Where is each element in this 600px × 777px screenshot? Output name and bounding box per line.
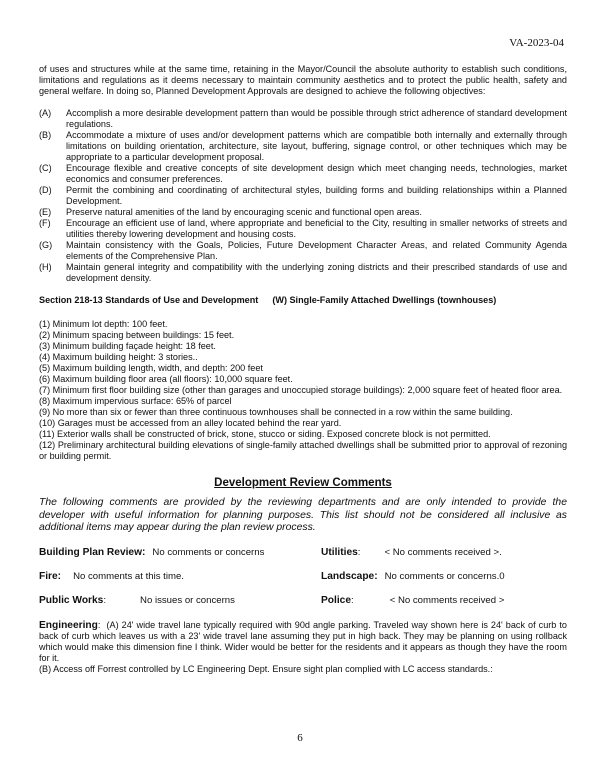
- section-title: Section 218-13 Standards of Use and Development: [39, 295, 259, 305]
- fire-value: No comments at this time.: [73, 570, 184, 582]
- building-review-label: Building Plan Review:: [39, 546, 146, 558]
- public-works-colon: :: [103, 594, 107, 606]
- objective-item: [39, 163, 567, 185]
- fire-label: Fire:: [39, 570, 62, 582]
- objective-item: [39, 207, 567, 218]
- standards-list: [39, 319, 567, 462]
- public-works-value: No issues or concerns: [140, 594, 235, 606]
- review-row: [39, 595, 567, 607]
- objectives-list: [39, 108, 567, 284]
- objective-key: (B): [39, 130, 52, 140]
- section-subtitle: (W) Single-Family Attached Dwellings (townhouses): [272, 295, 497, 305]
- building-review-comment: [39, 547, 321, 559]
- document-id: VA-2023-04: [509, 37, 564, 49]
- public-works-comment: [39, 595, 321, 607]
- page-number: 6: [297, 732, 303, 744]
- objective-key: (E): [39, 207, 52, 217]
- objective-key: (H): [39, 262, 52, 272]
- standard-item: (7) Minimum first floor building size (other than garages and unoccupied storage buildings): 2,000 square feet of heated floor area.: [39, 385, 563, 395]
- review-comments-intro: The following comments are provided by the reviewing departments and are only intended to provide the developer with useful information for planning purposes. This list should not be considered all inclusive as additional items may appear during the plan review process.: [39, 497, 567, 534]
- review-row: [39, 547, 567, 559]
- standard-item: (12) Preliminary architectural building elevations of single-family attached dwellings shall be submitted prior to approval of rezoning or building permit.: [39, 440, 567, 461]
- objective-key: (C): [39, 163, 52, 173]
- objective-item: [39, 130, 567, 163]
- objective-text: Encourage flexible and creative concepts of site development design which meet changing needs, technologies, market economics and consumer preferences.: [66, 163, 567, 184]
- review-comments-title: Development Review Comments: [214, 477, 392, 489]
- standard-item: (5) Maximum building length, width, and depth: 200 feet: [39, 363, 263, 373]
- objective-text: Accommodate a mixture of uses and/or development patterns which are compatible both internally and externally through limitations on building orientation, architecture, site layout, buffering, signage control, or other techniques which may be appropriate to a particular development proposal.: [66, 130, 567, 162]
- utilities-value: < No comments received >.: [384, 546, 502, 558]
- landscape-comment: [321, 571, 505, 583]
- objective-key: (D): [39, 185, 52, 195]
- objective-text: Permit the combining and coordinating of architectural styles, building forms and building relationships within a Planned Development.: [66, 185, 567, 206]
- engineering-comment: [39, 620, 567, 664]
- standard-item: (11) Exterior walls shall be constructed of brick, stone, stucco or siding. Exposed concrete block is not permitted.: [39, 429, 491, 439]
- police-comment: [321, 595, 504, 607]
- objective-text: Preserve natural amenities of the land by encouraging scenic and functional open areas.: [66, 207, 422, 217]
- engineering-colon: :: [97, 619, 101, 630]
- standard-item: (1) Minimum lot depth: 100 feet.: [39, 319, 168, 329]
- page-body: [39, 64, 567, 675]
- utilities-colon: :: [357, 546, 361, 558]
- objective-text: Accomplish a more desirable development pattern than would be possible through strict adherence of standard development regulations.: [66, 108, 567, 129]
- building-review-value: No comments or concerns: [152, 546, 265, 558]
- objective-text: Maintain consistency with the Goals, Policies, Future Development Character Areas, and related Community Agenda elements of the Comprehensive Plan.: [66, 240, 567, 261]
- standard-item: (3) Minimum building façade height: 18 feet.: [39, 341, 216, 351]
- public-works-label: Public Works: [39, 594, 104, 606]
- objective-item: [39, 185, 567, 207]
- engineering-item-b: (B) Access off Forrest controlled by LC Engineering Dept. Ensure sight plan complied with LC access standards.:: [39, 663, 493, 674]
- objective-key: (F): [39, 218, 51, 228]
- objective-item: [39, 108, 567, 130]
- section-heading: [39, 295, 567, 306]
- engineering-item-a: (A) 24' wide travel lane typically required with 90d angle parking. Traveled way shown here is 24' back of curb to back of curb which leaves us with a 23' wide travel lane assuming they put in high back. They may be planning on using rollback which would make this dimension fine I think. Wider would be better for the residents and it appears as though they have the room for it.: [39, 619, 567, 663]
- standard-item: (9) No more than six or fewer than three continuous townhouses shall be connected in a row within the same building.: [39, 407, 513, 417]
- standard-item: (10) Garages must be accessed from an alley located behind the rear yard.: [39, 418, 342, 428]
- utilities-comment: [321, 547, 502, 559]
- police-label: Police: [321, 594, 352, 606]
- standard-item: (6) Maximum building floor area (all floors): 10,000 square feet.: [39, 374, 293, 384]
- objective-key: (G): [39, 240, 53, 250]
- standard-item: (4) Maximum building height: 3 stories..: [39, 352, 198, 362]
- objective-item: [39, 240, 567, 262]
- objective-text: Maintain general integrity and compatibility with the underlying zoning districts and their prescribed standards of use and development density.: [66, 262, 567, 283]
- intro-paragraph: of uses and structures while at the same time, retaining in the Mayor/Council the absolute authority to establish such conditions, limitations and regulations as it deems necessary to maintain community aesthetics and to protect the public health, safety and general welfare. In doing so, Planned Development Approvals are designed to achieve the following objectives:: [39, 64, 567, 96]
- standard-item: (2) Minimum spacing between buildings: 15 feet.: [39, 330, 235, 340]
- review-row: [39, 571, 567, 583]
- objective-key: (A): [39, 108, 52, 118]
- objective-item: [39, 218, 567, 240]
- fire-comment: [39, 571, 321, 583]
- utilities-label: Utilities: [321, 546, 358, 558]
- landscape-value: No comments or concerns.0: [384, 570, 505, 582]
- police-value: < No comments received >: [389, 594, 505, 606]
- standard-item: (8) Maximum impervious surface: 65% of parcel: [39, 396, 232, 406]
- objective-text: Encourage an efficient use of land, where appropriate and beneficial to the City, resulting in smaller networks of streets and utilities thereby lowering development and housing costs.: [66, 218, 567, 239]
- police-colon: :: [351, 594, 354, 606]
- objective-item: [39, 262, 567, 284]
- engineering-label: Engineering: [39, 619, 98, 631]
- landscape-label: Landscape:: [321, 570, 378, 582]
